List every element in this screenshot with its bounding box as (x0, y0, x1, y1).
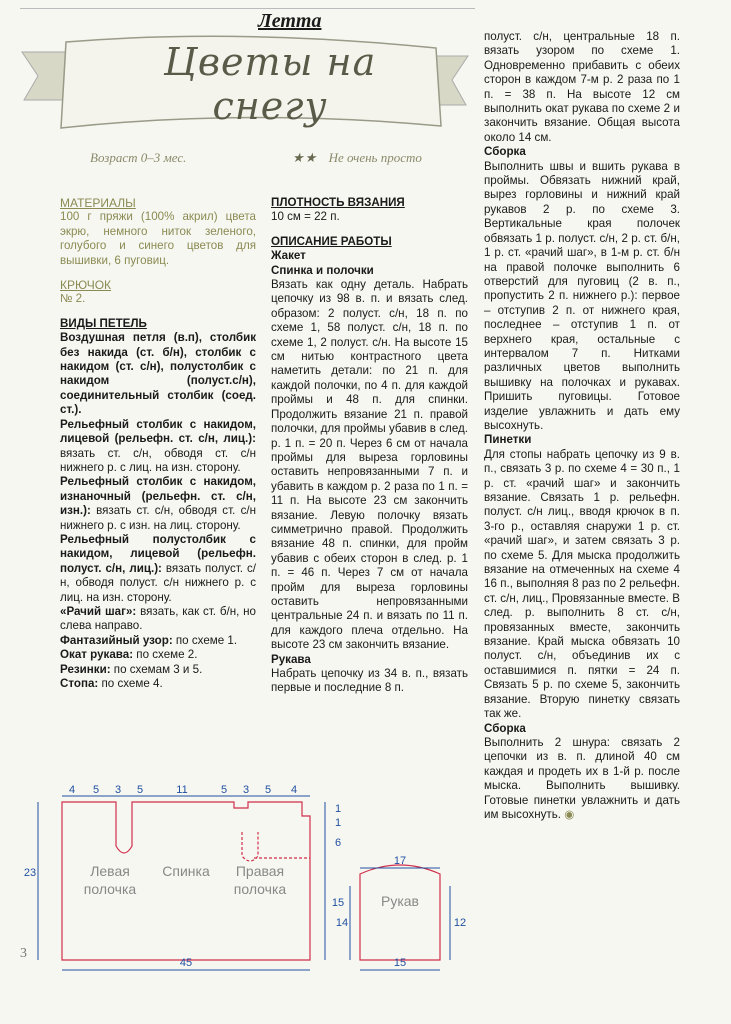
jacket-heading: Жакет (271, 249, 306, 263)
density-heading: ПЛОТНОСТЬ ВЯЗАНИЯ (271, 196, 405, 209)
materials-heading: МАТЕРИАЛЫ (60, 196, 136, 210)
stitches-heading: ВИДЫ ПЕТЕЛЬ (60, 316, 147, 330)
top-rule (20, 0, 475, 9)
pattern-diagram (20, 776, 480, 976)
dim-side-4: 15 (331, 897, 345, 909)
density-text: 10 см = 22 п. (271, 210, 340, 224)
dim-left-height: 23 (23, 867, 37, 879)
sleeve-outline (360, 865, 440, 960)
dim-top-6: 5 (220, 784, 228, 796)
page-title: Цветы на снегу (163, 40, 377, 128)
dim-side-2: 1 (334, 817, 342, 829)
brand-name: Летта (258, 10, 322, 32)
dim-top-4: 5 (136, 784, 144, 796)
age-range: Возраст 0–3 мес. (90, 150, 187, 165)
assembly-heading: Сборка (484, 145, 526, 159)
stitch-relief-half: Рельефный полустолбик с накидом, лицевой (рельефн. полуст. с/н, лиц.): вязать полуст. с/н, обводя полуст. с/н нижнего р. с лиц. на изн. сторону. (60, 532, 256, 604)
materials-text: 100 г пряжи (100% акрил) цвета экрю, немного ниток зеленого, голубого и синего цветов для вышивки, 6 пуговиц. (60, 210, 256, 267)
hook-heading: КРЮЧОК (60, 278, 112, 293)
back-fronts-text: Вязать как одну деталь. Набрать цепочку из 98 в. п. и вязать след. образом: 2 полуст. с/н, 18 п. по схеме 1, 58 полуст. с/н, 18 п. по схеме 1, 2 полуст. с/н. На высоте 15 см нитью контрастного цвета наметить детали: по 21 п. для каждой полочки, по 4 п. для каждой проймы и 48 п. для спинки. Продолжить вязание 21 п. правой полочки, для проймы убавив в след. р. 1 п. = 20 п. Через 6 см от начала проймы для выреза горловины оставить непровязанными 7 п. и убавить в каждом р. 2 раза по 1 п. = 11 п. На высоте 23 см закончить вязание. Левую полочку вязать симметрично правой. Продолжить вязание 48 п. спинки, для пройм убавив с обеих сторон в след. р. 1 п. = 46 п. Через 7 см от начала пройм для выреза горловины оставить непровязанными центральные 24 п. и вязать по 11 п. для каждого плеча отдельно. На высоте 23 см закончить вязание. (271, 278, 468, 652)
difficulty-rating (292, 150, 422, 166)
booties-heading: Пинетки (484, 433, 532, 447)
pattern-ribbing: Резинки: по схемам 3 и 5. (60, 662, 203, 676)
hook-text: № 2. (60, 292, 86, 306)
dim-top-2: 5 (92, 784, 100, 796)
label-right-front-1: Правая (235, 863, 285, 879)
label-back: Спинка (162, 863, 210, 879)
end-mark-icon: ◉ (564, 807, 575, 821)
dim-top-7: 3 (242, 784, 250, 796)
label-left-front-2: полочка (83, 881, 137, 897)
sleeve-dim-bottom: 15 (393, 957, 407, 969)
label-left-front-1: Левая (90, 863, 130, 879)
stitch-basic: Воздушная петля (в.п), столбик без накида (ст. б/н), столбик с накидом (ст. с/н), полустолбик с накидом (полуст.с/н), соединительный столбик (соед. ст.). (60, 331, 256, 417)
assembly-text: Выполнить швы и вшить рукава в проймы. Обвязать нижний край, вырез горловины и нижний край рукавов 2 р. по схеме 3. Вертикальные края полочек обвязать 1 р. полуст. с/н, 2 р. ст. б/н, 1 р. ст. «рачий шаг», в 1-м р. ст. б/н на правой полочке выполнить 6 отверстий для пуговиц (2 в. п., пропустить 2 п. нижнего р.): первое – отступив 2 п. от нижнего края, последнее – отступив 1 п. от верхнего края, остальные с интервалом 7 п. Нитками различных цветов выполнить вышивку на полочках и рукавах. Пришить пуговицы. Готовое изделие увлажнить и дать ему высохнуть. (484, 159, 680, 432)
pattern-sleeve-cap: Окат рукава: по схеме 2. (60, 648, 198, 662)
stitch-relief-back: Рельефный столбик с накидом, изнаночный (рельефн. ст. с/н, изн.): вязать ст. с/н, обводя ст. с/н нижнего р. с изн. на лиц. сторону. (60, 475, 256, 532)
armhole-right (242, 832, 258, 861)
description-heading: ОПИСАНИЕ РАБОТЫ (271, 234, 392, 248)
dim-top-5: 11 (176, 784, 188, 796)
sleeve-dim-top: 17 (393, 855, 407, 867)
page-number: 3 (20, 946, 27, 961)
sleeves-text: Набрать цепочку из 34 в. п., вязать первые и последние 8 п. (271, 667, 468, 695)
dim-bottom-width: 45 (179, 957, 193, 969)
booties-text: Для стопы набрать цепочку из 9 в. п., связать 3 р. по схеме 4 = 30 п., 1 р. ст. «рачий шаг» и закончить вязание. Связать 1 р. рельефн. полуст. с/н лиц., вводя крючок в п. 3-го р., оставляя снаружи 1 р. ст. «рачий шаг», и затем связать 3 р. по схеме 5. Для мыска продолжить вязание на отмеченных на схеме 4 16 п., выполняя 8 раз по 2 рельефн. ст. с/н, лиц., Провязанные вместе. В след. р. выполнить 8 ст. с/н, провязанных вместе, закончить вязание. Край мыска обвязать 10 полуст. с/н, объединив их с оставшимися п. пятки = 24 п. Связать 5 р. по схеме 5, закончить вязание. Вторую пинетку связать так же. (484, 447, 680, 721)
dim-side-1: 1 (334, 803, 342, 815)
dim-top-9: 4 (290, 784, 298, 796)
label-sleeve: Рукав (381, 893, 419, 909)
stitch-crab: «Рачий шаг»: вязать, как ст. б/н, но слева направо. (60, 604, 256, 633)
booties-assembly-text: Выполнить 2 шнура: связать 2 цепочки из в. п. длиной 40 см каждая и продеть их в 1-й р. после мыска. Выполнить вышивку. Готовые пинетки увлажнить и дать им высохнуть. ◉ (484, 735, 680, 821)
dim-side-3: 6 (334, 837, 342, 849)
sleeves-heading: Рукава (271, 652, 311, 666)
dim-top-8: 5 (264, 784, 272, 796)
stitch-relief-front: Рельефный столбик с накидом, лицевой (рельефн. ст. с/н, лиц.): вязать ст. с/н, обводя ст. с/н нижнего р. с лиц. на изн. сторону. (60, 417, 256, 474)
sleeve-continued-text: полуст. с/н, центральные 18 п. вязать узором по схеме 1. Одновременно прибавить с обеих сторон в каждом 7-м р. 2 раза по 1 п. = 38 п. На высоте 12 см выполнить окат рукава по схеме 2 и закончить вязание. Общая высота около 14 см. (484, 30, 680, 144)
pattern-sole: Стопа: по схеме 4. (60, 677, 163, 690)
pattern-fancy: Фантазийный узор: по схеме 1. (60, 633, 238, 647)
sleeve-dim-right: 12 (453, 917, 467, 929)
booties-assembly-heading: Сборка (484, 721, 526, 735)
dim-top-1: 4 (68, 784, 76, 796)
dim-top-3: 3 (114, 784, 122, 796)
sleeve-dim-left: 14 (335, 917, 349, 929)
instructions-column (271, 196, 468, 696)
star-icon: ★★ (292, 150, 318, 165)
back-fronts-heading: Спинка и полочки (271, 263, 374, 277)
label-right-front-2: полочка (233, 881, 287, 897)
materials-column (60, 196, 256, 691)
difficulty-label: Не очень просто (328, 150, 422, 165)
continued-column (484, 30, 680, 822)
